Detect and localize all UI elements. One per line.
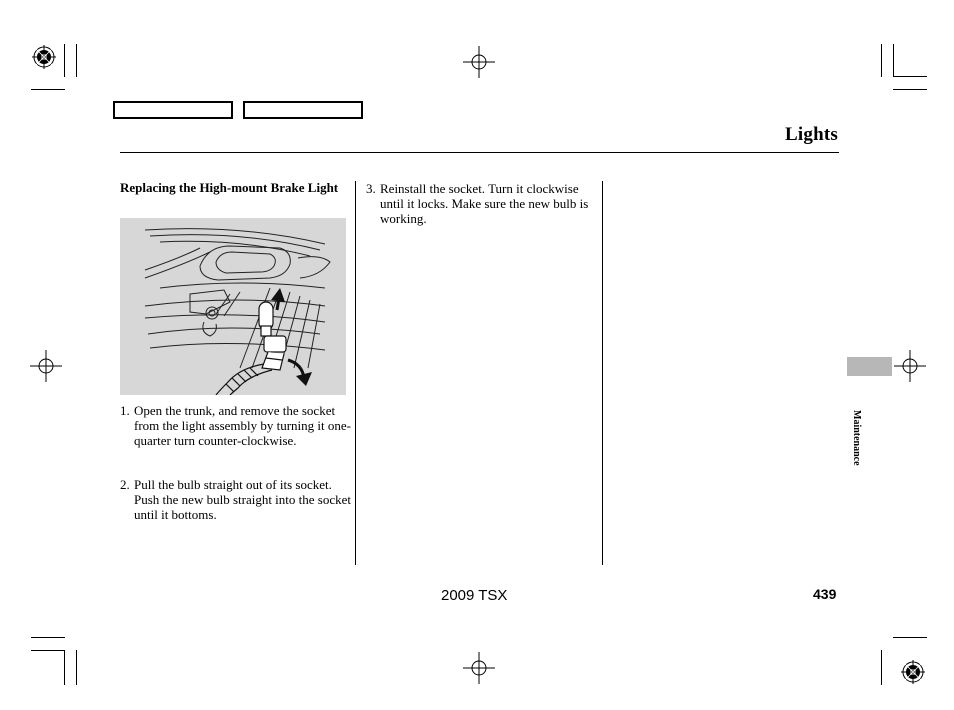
step-2-number: 2. bbox=[120, 477, 130, 492]
page-number: 439 bbox=[813, 586, 837, 602]
bulb-icon bbox=[259, 302, 273, 336]
socket-icon bbox=[262, 336, 286, 370]
step-3 bbox=[366, 181, 594, 226]
step-1-text: Open the trunk, and remove the socket from the light assembly by turning it one-quarter turn counter-clockwise. bbox=[134, 403, 351, 448]
registration-target-left bbox=[30, 350, 62, 382]
step-2 bbox=[120, 477, 352, 522]
footer-model: 2009 TSX bbox=[441, 587, 508, 604]
step-3-number: 3. bbox=[366, 181, 376, 196]
step-1-number: 1. bbox=[120, 403, 130, 418]
header-box-left bbox=[113, 101, 233, 119]
page-title: Lights bbox=[785, 124, 838, 145]
section-heading: Replacing the High-mount Brake Light bbox=[120, 180, 339, 195]
section-tab-label: Maintenance bbox=[851, 410, 862, 466]
step-1 bbox=[120, 403, 352, 448]
column-divider-2 bbox=[602, 181, 603, 565]
step-2-text: Pull the bulb straight out of its socket. Push the new bulb straight into the socket until it bottoms. bbox=[134, 477, 352, 522]
header-rule bbox=[120, 152, 839, 153]
registration-target-bottom bbox=[463, 652, 495, 684]
illustration-drawing bbox=[120, 218, 346, 395]
registration-target-right bbox=[894, 350, 926, 382]
column-divider-1 bbox=[355, 181, 356, 565]
registration-star-bottom-right bbox=[901, 660, 925, 684]
registration-target-top bbox=[463, 46, 495, 78]
brake-light-illustration bbox=[120, 218, 346, 395]
header-box-right bbox=[243, 101, 363, 119]
step-3-text: Reinstall the socket. Turn it clockwise until it locks. Make sure the new bulb is working. bbox=[380, 181, 589, 226]
registration-star-top-left bbox=[32, 45, 56, 69]
section-tab bbox=[847, 357, 892, 376]
